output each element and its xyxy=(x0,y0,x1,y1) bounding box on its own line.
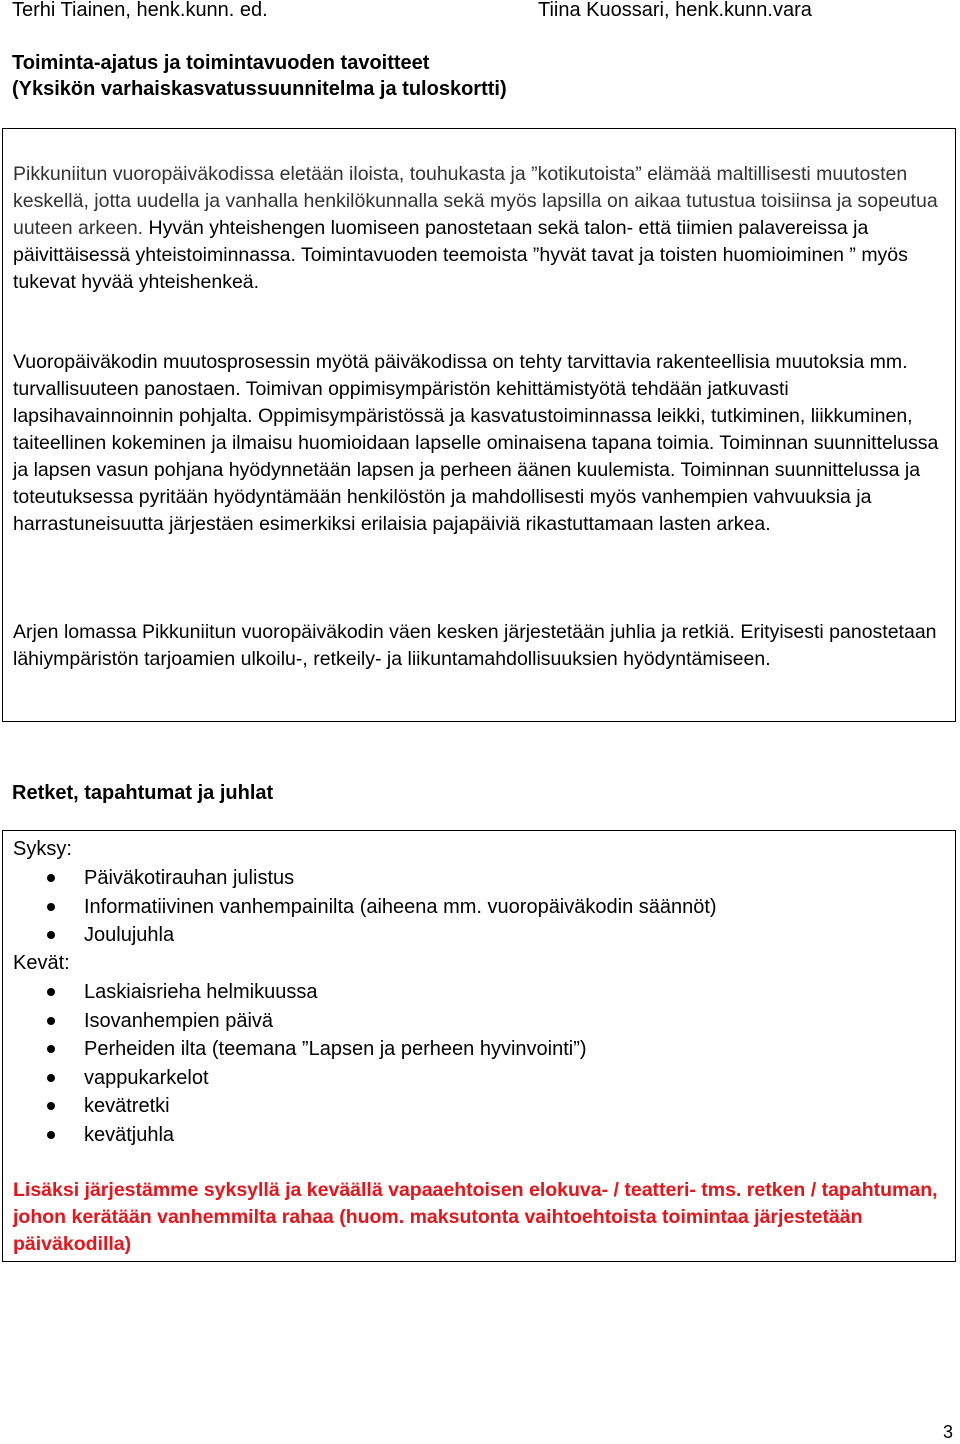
list-item: kevätretki xyxy=(3,1092,587,1121)
mission-paragraph-1 xyxy=(13,161,943,296)
list-item: Joulujuhla xyxy=(3,921,717,950)
list-item: vappukarkelot xyxy=(3,1064,587,1093)
list-item: kevätjuhla xyxy=(3,1121,587,1150)
list-item: Informatiivinen vanhempainilta (aiheena mm. vuoropäiväkodin säännöt) xyxy=(3,893,717,922)
bullet-icon xyxy=(47,1045,55,1053)
paragraph-1-sentence-b: Hyvän yhteishengen luomiseen panostetaan sekä talon- että tiimien palavereissa ja päivittäisessä yhteistoiminnassa. Toimintavuoden teemoista ”hyvät tavat ja toisten huomioiminen ” myös tukevat hyvää yhteishenkeä. xyxy=(13,217,908,293)
header-author-left: Terhi Tiainen, henk.kunn. ed. xyxy=(12,0,268,21)
list-item: Isovanhempien päivä xyxy=(3,1007,587,1036)
mission-box xyxy=(2,128,956,722)
page-number: 3 xyxy=(942,1422,953,1442)
page-heading xyxy=(12,50,507,102)
bullet-icon xyxy=(47,1102,55,1110)
heading-line-2: (Yksikön varhaiskasvatussuunnitelma ja tuloskortti) xyxy=(12,78,507,100)
autumn-list xyxy=(3,864,717,950)
autumn-label: Syksy: xyxy=(13,838,72,860)
bullet-icon xyxy=(47,1074,55,1082)
bullet-icon xyxy=(47,1017,55,1025)
events-box xyxy=(2,830,956,1262)
header-author-right: Tiina Kuossari, henk.kunn.vara xyxy=(538,0,812,21)
mission-paragraph-2: Vuoropäiväkodin muutosprosessin myötä päiväkodissa on tehty tarvittavia rakenteellisia muutoksia mm. turvallisuuteen panostaen. Toimivan oppimisympäristön kehittämistyötä tehdään jatkuvasti lapsihavainnoinnin pohjalta. Oppimisympäristössä ja kasvatustoiminnassa leikki, tutkiminen, liikkuminen, taiteellinen kokeminen ja ilmaisu huomioidaan lapselle ominaisena tapana toimia. Toiminnan suunnittelussa ja lapsen vasun pohjana hyödynnetään lapsen ja perheen äänen kuulemista. Toiminnan suunnittelussa ja toteutuksessa pyritään hyödyntämään henkilöstön ja mahdollisesti myös vanhempien vahvuuksia ja harrastuneisuutta järjestäen esimerkiksi erilaisia pajapäiviä rikastuttamaan lasten arkea. xyxy=(13,351,939,535)
list-item: Laskiaisrieha helmikuussa xyxy=(3,978,587,1007)
section-title: Retket, tapahtumat ja juhlat xyxy=(12,782,274,804)
bullet-icon xyxy=(47,1131,55,1139)
spring-label: Kevät: xyxy=(13,952,70,974)
bullet-icon xyxy=(47,874,55,882)
bullet-icon xyxy=(47,988,55,996)
bullet-icon xyxy=(47,903,55,911)
paragraph-1-sentence-a: Pikkuniitun vuoropäiväkodissa eletään iloista, touhukasta ja ”kotikutoista” elämää maltillisesti muutosten keskellä, jotta uudella ja vanhalla henkilökunnalla sekä myös lapsilla on aikaa tutustua toisiinsa ja sopeutua uuteen arkeen. xyxy=(13,163,938,239)
heading-line-1: Toiminta-ajatus ja toimintavuoden tavoitteet xyxy=(12,52,430,74)
page-header xyxy=(12,0,960,24)
extra-activities-note: Lisäksi järjestämme syksyllä ja keväällä vapaaehtoisen elokuva- / teatteri- tms. retken / tapahtuman, johon kerätään vanhemmilta rahaa (huom. maksutonta vaihtoehtoista toimintaa järjestetään päiväkodilla) xyxy=(13,1179,938,1255)
bullet-icon xyxy=(47,931,55,939)
mission-paragraph-3: Arjen lomassa Pikkuniitun vuoropäiväkodin väen kesken järjestetään juhlia ja retkiä. Erityisesti panostetaan lähiympäristön tarjoamien ulkoilu-, retkeily- ja liikuntamahdollisuuksien hyödyntämiseen. xyxy=(13,621,937,670)
list-item: Perheiden ilta (teemana ”Lapsen ja perheen hyvinvointi”) xyxy=(3,1035,587,1064)
spring-list xyxy=(3,978,587,1150)
list-item: Päiväkotirauhan julistus xyxy=(3,864,717,893)
